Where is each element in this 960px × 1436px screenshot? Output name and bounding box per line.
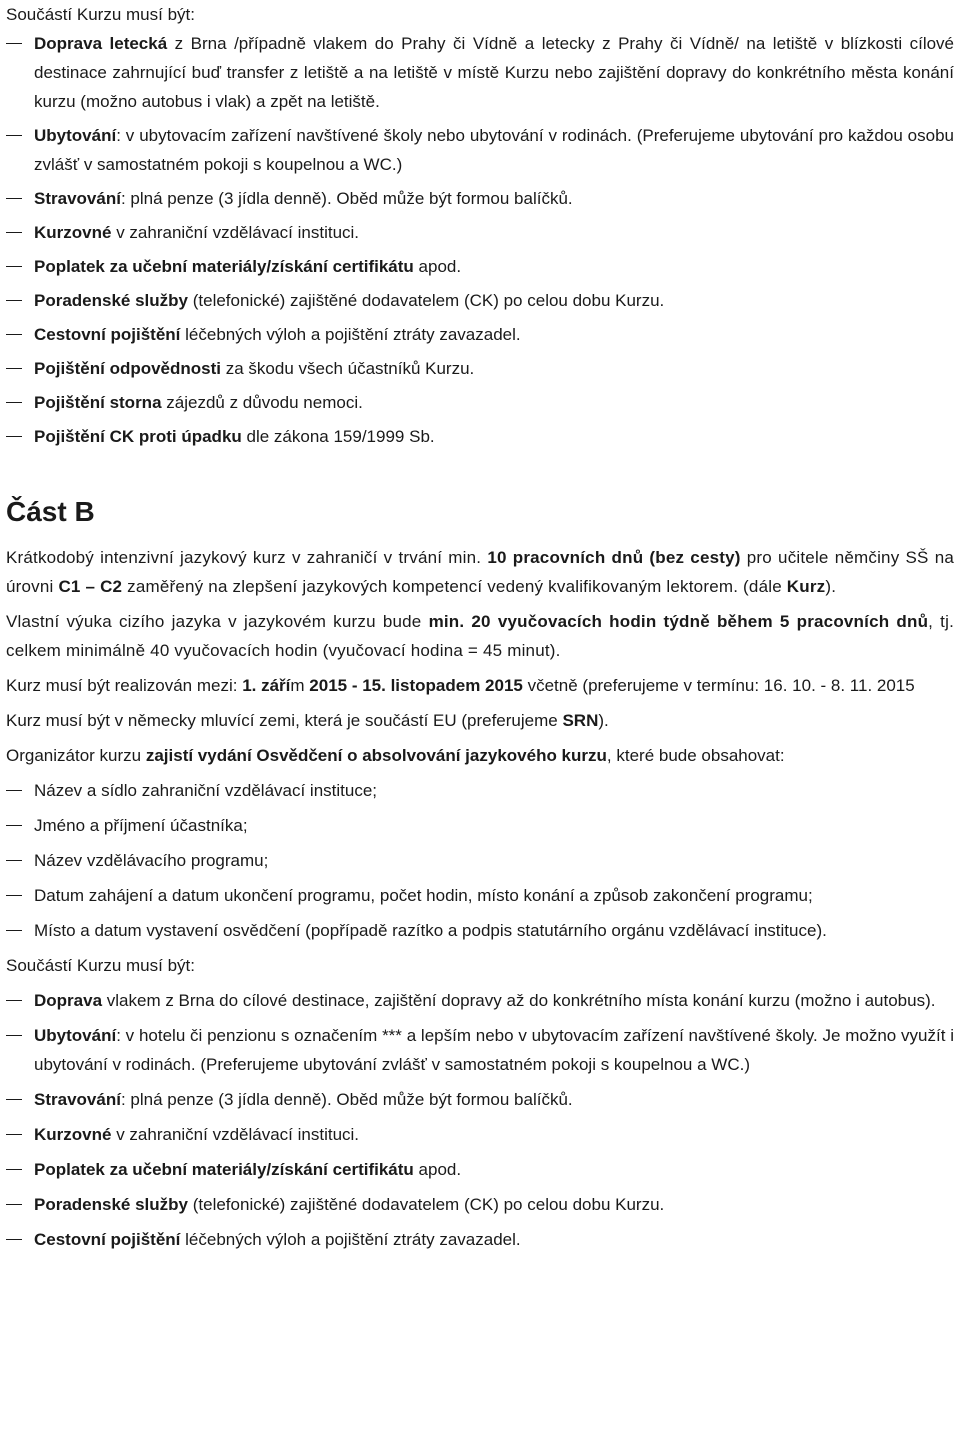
list-item: Pojištění storna zájezdů z důvodu nemoci.: [6, 388, 954, 417]
dash-bullet: [6, 368, 22, 369]
dash-bullet: [6, 860, 22, 861]
list-item: Cestovní pojištění léčebných výloh a pojištění ztráty zavazadel.: [6, 1225, 954, 1254]
dash-bullet: [6, 436, 22, 437]
list-item: Stravování: plná penze (3 jídla denně). Oběd může být formou balíčků.: [6, 1085, 954, 1114]
list-item: Poplatek za učební materiály/získání certifikátu apod.: [6, 1155, 954, 1184]
dash-bullet: [6, 43, 22, 44]
section-a-heading: Součástí Kurzu musí být:: [6, 5, 195, 24]
section-a-list: [6, 29, 954, 451]
section-b-title: Část B: [6, 496, 95, 527]
dash-bullet: [6, 1099, 22, 1100]
list-item: Stravování: plná penze (3 jídla denně). Oběd může být formou balíčků.: [6, 184, 954, 213]
dash-bullet: [6, 1169, 22, 1170]
dash-bullet: [6, 300, 22, 301]
paragraph-course-description: Krátkodobý intenzivní jazykový kurz v zahraničí v trvání min. 10 pracovních dnů (bez cesty) pro učitele němčiny SŠ na úrovni C1 – C2 zaměřený na zlepšení jazykových kompetencí vedený kvalifikovaným lektorem. (dále Kurz).: [6, 548, 955, 596]
dash-bullet: [6, 334, 22, 335]
paragraph-course-dates: Kurz musí být realizován mezi: 1. zářím 2015 - 15. listopadem 2015 včetně (preferujeme v termínu: 16. 10. - 8. 11. 2015: [6, 676, 915, 695]
list-item: Poradenské služby (telefonické) zajištěné dodavatelem (CK) po celou dobu Kurzu.: [6, 1190, 954, 1219]
list-item: Místo a datum vystavení osvědčení (popřípadě razítko a podpis statutárního orgánu vzdělávací instituce).: [6, 916, 954, 945]
certificate-contents-list: [6, 776, 954, 945]
dash-bullet: [6, 232, 22, 233]
list-item: Název a sídlo zahraniční vzdělávací instituce;: [6, 776, 954, 805]
dash-bullet: [6, 1134, 22, 1135]
list-item: Doprava letecká z Brna /případně vlakem do Prahy či Vídně a letecky z Prahy či Vídně/ na letiště v blízkosti cílové destinace zahrnující buď transfer z letiště a na letiště v místě Kurzu nebo zajištění dopravy do konkrétního města konání kurzu (možno autobus i vlak) a zpět na letiště.: [6, 29, 954, 116]
section-b-components-heading: Součástí Kurzu musí být:: [6, 956, 195, 975]
list-item: Cestovní pojištění léčebných výloh a pojištění ztráty zavazadel.: [6, 320, 954, 349]
list-item: Kurzovné v zahraniční vzdělávací instituci.: [6, 218, 954, 247]
list-item: Pojištění CK proti úpadku dle zákona 159/1999 Sb.: [6, 422, 954, 451]
dash-bullet: [6, 895, 22, 896]
dash-bullet: [6, 790, 22, 791]
list-item: Poplatek za učební materiály/získání certifikátu apod.: [6, 252, 954, 281]
dash-bullet: [6, 402, 22, 403]
list-item: Kurzovné v zahraniční vzdělávací instituci.: [6, 1120, 954, 1149]
dash-bullet: [6, 1000, 22, 1001]
dash-bullet: [6, 198, 22, 199]
dash-bullet: [6, 1035, 22, 1036]
section-b-body: [6, 543, 954, 1254]
dash-bullet: [6, 266, 22, 267]
paragraph-country: Kurz musí být v německy mluvící zemi, která je součástí EU (preferujeme SRN).: [6, 711, 609, 730]
list-item: Ubytování: v ubytovacím zařízení navštívené školy nebo ubytování v rodinách. (Preferujeme ubytování pro každou osobu zvlášť v samostatném pokoji s koupelnou a WC.): [6, 121, 954, 179]
dash-bullet: [6, 135, 22, 136]
list-item: Ubytování: v hotelu či penzionu s označením *** a lepším nebo v ubytovacím zařízení navštívené školy. Je možno využít i ubytování v rodinách. (Preferujeme ubytování zvlášť v samostatném pokoji s koupelnou a WC.): [6, 1021, 954, 1079]
list-item: Poradenské služby (telefonické) zajištěné dodavatelem (CK) po celou dobu Kurzu.: [6, 286, 954, 315]
dash-bullet: [6, 930, 22, 931]
dash-bullet: [6, 1239, 22, 1240]
paragraph-certificate: Organizátor kurzu zajistí vydání Osvědčení o absolvování jazykového kurzu, které bude obsahovat:: [6, 746, 785, 765]
list-item: Pojištění odpovědnosti za škodu všech účastníků Kurzu.: [6, 354, 954, 383]
dash-bullet: [6, 825, 22, 826]
list-item: Název vzdělávacího programu;: [6, 846, 954, 875]
list-item: Datum zahájení a datum ukončení programu, počet hodin, místo konání a způsob zakončení programu;: [6, 881, 954, 910]
paragraph-lesson-hours: Vlastní výuka cizího jazyka v jazykovém kurzu bude min. 20 vyučovacích hodin týdně během 5 pracovních dnů, tj. celkem minimálně 40 vyučovacích hodin (vyučovací hodina = 45 minut).: [6, 612, 955, 660]
list-item: Doprava vlakem z Brna do cílové destinace, zajištění dopravy až do konkrétního místa konání kurzu (možno i autobus).: [6, 986, 954, 1015]
dash-bullet: [6, 1204, 22, 1205]
section-b-components-list: [6, 986, 954, 1254]
list-item: Jméno a příjmení účastníka;: [6, 811, 954, 840]
